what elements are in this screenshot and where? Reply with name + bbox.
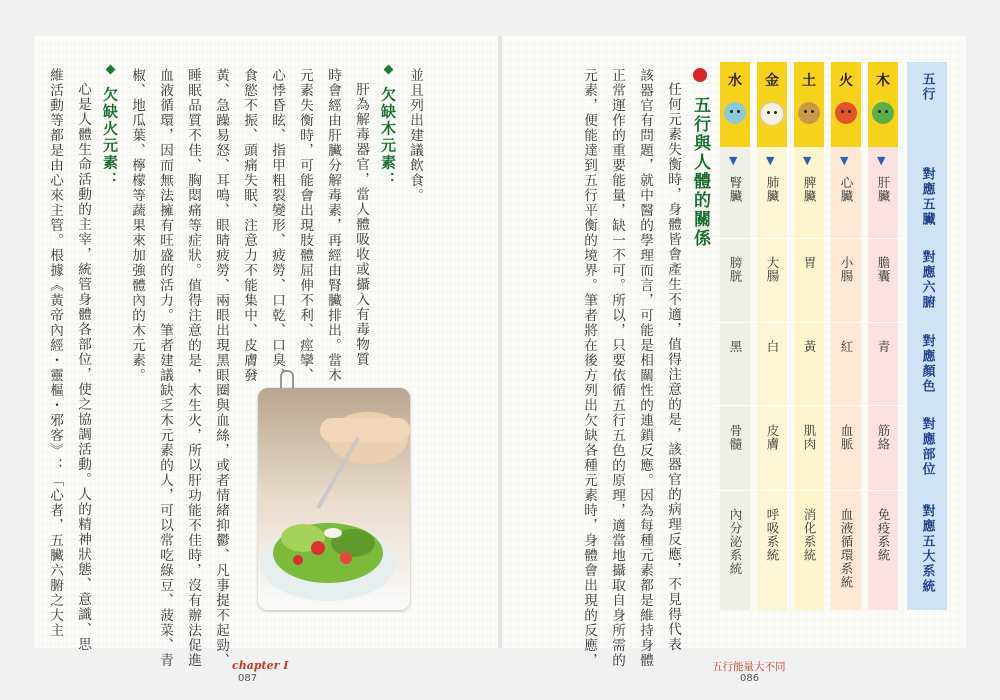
diamond-bullet-icon <box>383 65 393 75</box>
table-cell: 血液循環系統 <box>839 508 854 589</box>
table-cell: 呼吸系統 <box>765 508 780 562</box>
body-line: 黃、急躁易怒、耳鳴、眼睛疲勞、兩眼出現黑眼圈與血絲，或者情緒抑鬱、凡事提不起勁、 <box>213 68 229 668</box>
body-line: 食慾不振、頭痛失眠、注意力不能集中、皮膚發 <box>241 68 257 383</box>
body-line: 睡眠品質不佳、胸悶痛等症狀。值得注意的是，木生火，所以肝功能不佳時，沒有辦法促進 <box>185 68 201 668</box>
element-header: 土 <box>794 62 824 147</box>
table-cell: 消化系統 <box>802 508 817 562</box>
table-header-cell: 五行 <box>919 72 935 102</box>
element-header: 木 <box>868 62 898 147</box>
table-cell: 肌肉 <box>802 424 817 451</box>
arrow-down-icon: ▼ <box>803 154 812 167</box>
metal-mascot-icon <box>760 102 784 126</box>
body-line: 心是人體生命活動的主宰，統管身體各部位，使之協調活動。人的精神狀態、意識、思 <box>75 82 91 652</box>
arrow-down-icon: ▼ <box>729 154 738 167</box>
table-cell: 免疫系統 <box>876 508 891 562</box>
table-cell: 心臟 <box>839 176 854 203</box>
table-header-cell: 對應五臟 <box>919 167 935 227</box>
table-cell: 內分泌系統 <box>728 508 743 576</box>
element-column-metal <box>757 62 787 610</box>
table-row-divider <box>716 405 906 406</box>
table-cell: 大腸 <box>765 256 780 283</box>
running-title: 五行能量大不同 <box>712 661 786 673</box>
element-header: 金 <box>757 62 787 147</box>
body-line: 正常運作的重要能量，缺一不可。所以，只要依循五行五色的原理，適當地攝取自身所需的 <box>609 68 625 668</box>
table-cell: 肺臟 <box>765 176 780 203</box>
body-line: 任何元素失衡時，身體皆會產生不適，值得注意的是，該器官的病理反應，不見得代表 <box>665 82 681 652</box>
table-cell: 皮膚 <box>765 424 780 451</box>
body-line: 維活動等都是由心來主管。根據《黃帝內經・靈樞・邪客》：「心者，五臟六腑之大主 <box>47 68 63 638</box>
element-header: 火 <box>831 62 861 147</box>
table-cell: 筋絡 <box>876 424 891 451</box>
table-cell: 胃 <box>802 256 817 270</box>
table-header-cell: 對應五大系統 <box>919 504 935 594</box>
table-cell: 黑 <box>728 340 743 354</box>
element-column-wood <box>868 62 898 610</box>
table-cell: 膀胱 <box>728 256 743 283</box>
table-cell: 白 <box>765 340 780 354</box>
apple-icon <box>693 68 707 82</box>
table-header-cell: 對應顏色 <box>919 334 935 394</box>
fire-deficiency-heading: 欠缺火元素： <box>100 66 121 188</box>
element-column-water <box>720 62 750 610</box>
table-cell: 肝臟 <box>876 176 891 203</box>
body-line: 該器官有問題，就中醫的學理而言，可能是相關性的連鎖反應。因為每種元素都是維持身體 <box>637 68 653 668</box>
diamond-bullet-icon <box>105 65 115 75</box>
book-gutter <box>498 36 502 648</box>
body-line: 並且列出建議飲食。 <box>407 68 423 203</box>
section-heading: 五行與人體的關係 <box>688 68 713 248</box>
page-number: 087 <box>238 673 258 684</box>
wood-mascot-icon <box>872 102 894 124</box>
fire-mascot-icon <box>835 102 857 124</box>
table-header-column <box>906 62 947 610</box>
arrow-down-icon: ▼ <box>877 154 886 167</box>
table-cell: 血脈 <box>839 424 854 451</box>
table-row-divider <box>716 322 906 323</box>
element-column-fire <box>831 62 861 610</box>
table-cell: 骨髓 <box>728 424 743 451</box>
salad-illustration <box>258 388 410 610</box>
body-line: 時會經由肝臟分解毒素，再經由腎臟排出。當木 <box>325 68 341 383</box>
table-cell: 黃 <box>802 340 817 354</box>
body-line: 椒、地瓜葉、檸檬等蔬果來加強體內的木元素。 <box>129 68 145 383</box>
body-line: 元素失衡時，可能會出現肢體屈伸不利、痙攣、 <box>297 68 313 383</box>
wood-deficiency-heading: 欠缺木元素： <box>378 66 399 188</box>
table-cell: 小腸 <box>839 256 854 283</box>
arrow-down-icon: ▼ <box>766 154 775 167</box>
table-cell: 青 <box>876 340 891 354</box>
table-cell: 腎臟 <box>728 176 743 203</box>
table-header-cell: 對應六腑 <box>919 250 935 310</box>
body-line: 血液循環，因而無法擁有旺盛的活力。筆者建議缺乏木元素的人，可以常吃綠豆、菠菜、青 <box>157 68 173 668</box>
body-line: 肝為解毒器官，當人體吸收或攝入有毒物質 <box>353 82 369 367</box>
water-mascot-icon <box>724 102 746 124</box>
table-header-cell: 對應部位 <box>919 417 935 477</box>
table-cell: 紅 <box>839 340 854 354</box>
salad-photo <box>258 388 410 610</box>
table-row-divider <box>716 490 906 491</box>
arrow-down-icon: ▼ <box>840 154 849 167</box>
five-elements-table <box>716 62 936 610</box>
element-column-earth <box>794 62 824 610</box>
table-cell: 脾臟 <box>802 176 817 203</box>
table-row-divider <box>716 238 906 239</box>
body-line: 心悸昏眩、指甲粗裂變形、疲勞、口乾、口臭、 <box>269 68 285 383</box>
table-cell: 膽囊 <box>876 256 891 283</box>
element-header: 水 <box>720 62 750 147</box>
page-number: 086 <box>740 673 760 684</box>
earth-mascot-icon <box>798 102 820 124</box>
body-line: 元素，便能達到五行平衡的境界。筆者將在後方列出欠缺各種元素時，身體會出現的反應， <box>581 68 597 668</box>
chapter-label: chapter I <box>232 659 289 672</box>
